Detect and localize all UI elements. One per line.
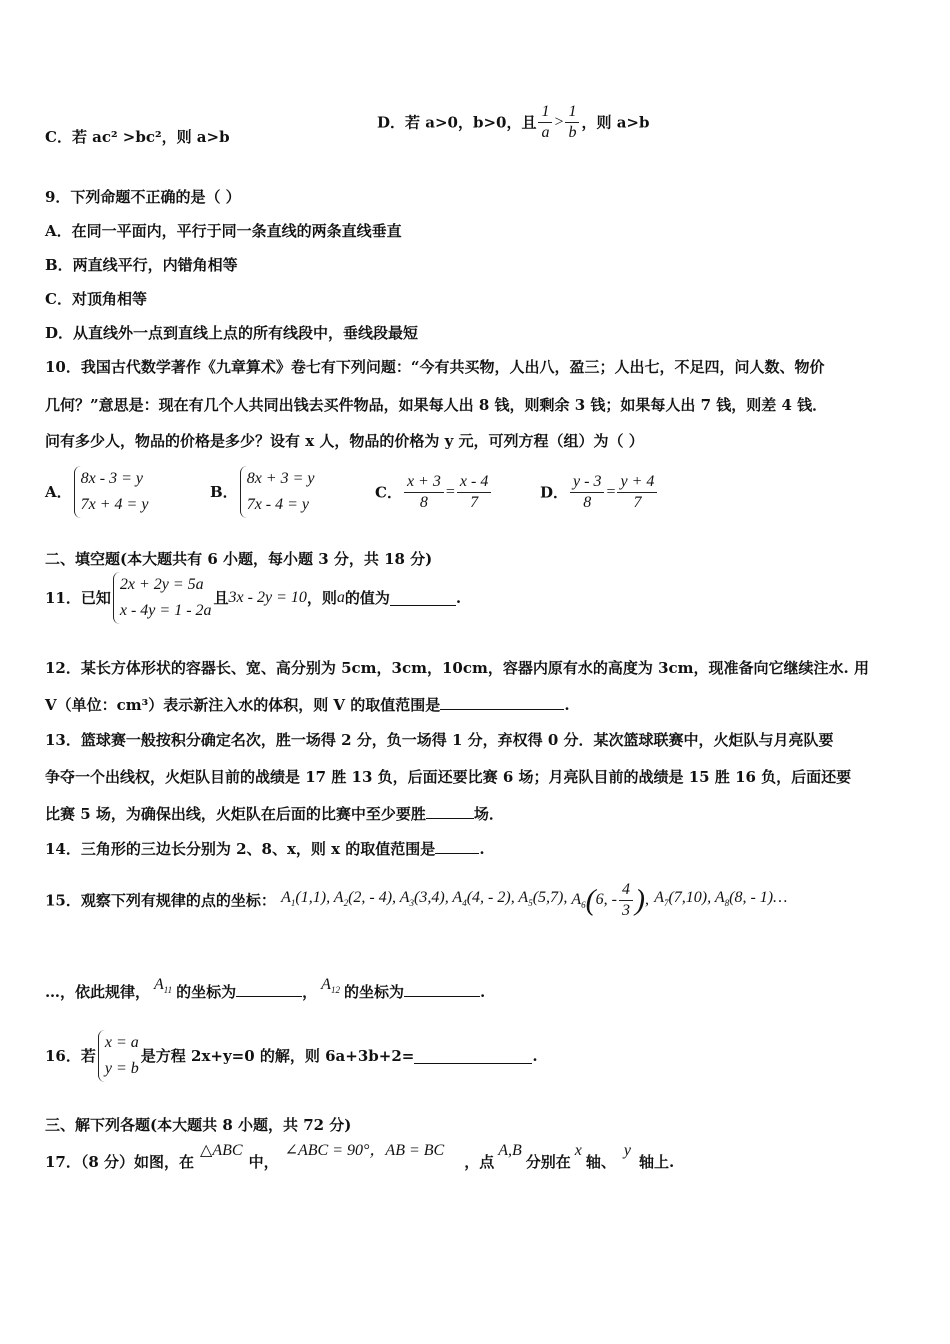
- q16-answer-blank[interactable]: [414, 1049, 532, 1064]
- q16-system: x = a y = b: [98, 1030, 139, 1082]
- q15-points-a7-a8: $A_7(7,10)$, $A_8(8$, - 1)…: [654, 888, 788, 909]
- q15-line-2: …，依此规律， $A_{11}$ 的坐标为 ， $A_{12}$ 的坐标为 .: [45, 976, 486, 1001]
- q9-option-c: C．对顶角相等: [45, 290, 147, 308]
- q13-line-3: 比赛 5 场，为确保出线，火炬队在后面的比赛中至少要胜 场．: [45, 805, 504, 823]
- q10-option-a: A． 8x - 3 = y 7x + 4 = y: [45, 466, 150, 518]
- q8-option-c: C．若 ac² >bc²，则 a>b: [45, 128, 230, 146]
- q15-a11-blank[interactable]: [236, 982, 302, 997]
- q10-line-3: 问有多少人，物品的价格是多少？设有 x 人，物品的价格为 y 元，可列方程（组）为（ ）: [45, 432, 644, 450]
- q9-option-d: D．从直线外一点到直线上点的所有线段中，垂线段最短: [45, 324, 419, 342]
- q8-frac-2: $\frac{1}{b}$: [565, 102, 579, 143]
- q13-line-1: 13．篮球赛一般按积分确定名次，胜一场得 2 分，负一场得 1 分，弃权得 0 分．某次篮球联赛中，火炬队与月亮队要: [45, 731, 834, 749]
- q10-b-system: 8x + 3 = y 7x - 4 = y: [240, 466, 315, 518]
- q15-points-a1-a5: $A_1(1,1)$, $A_2(2$, - 4), $A_3(3,4)$, $A_4(4$, - 2), $A_5(5,7)$,: [281, 888, 568, 909]
- q10-option-d: D． $\frac{y - 3}{8}$ = $\frac{y + 4}{7}$: [540, 472, 659, 513]
- q8-gt: >: [554, 113, 564, 131]
- q12-line-1: 12．某长方体形状的容器长、宽、高分别为 5cm，3cm，10cm，容器内原有水的高度为 3cm，现准备向它继续注水. 用: [45, 659, 869, 677]
- q10-line-1: 10．我国古代数学著作《九章算术》卷七有下列问题：“今有共买物，人出八，盈三；人出七，不足四，问人数、物价: [45, 358, 825, 376]
- q8-frac-1: $\frac{1}{a}$: [538, 102, 552, 143]
- q12-answer-blank[interactable]: [440, 695, 564, 710]
- q10-option-b: B． 8x + 3 = y 7x - 4 = y: [210, 466, 316, 518]
- q14: 14．三角形的三边长分别为 2、8、x，则 x 的取值范围是 .: [45, 840, 485, 858]
- q13-answer-blank[interactable]: [426, 804, 474, 819]
- section-2-heading: 二、填空题(本大题共有 6 小题，每小题 3 分，共 18 分): [45, 550, 433, 568]
- q9-option-a: A．在同一平面内，平行于同一条直线的两条直线垂直: [45, 222, 402, 240]
- q15-a12-blank[interactable]: [404, 982, 480, 997]
- q13-line-2: 争夺一个出线权，火炬队目前的战绩是 17 胜 13 负，后面还要比赛 6 场；月亮队目前的战绩是 15 胜 16 负，后面还要: [45, 768, 852, 786]
- q10-a-system: 8x - 3 = y 7x + 4 = y: [74, 466, 149, 518]
- q14-answer-blank[interactable]: [435, 839, 479, 854]
- q11-system: 2x + 2y = 5a x - 4y = 1 - 2a: [113, 572, 212, 624]
- q15-point-a6: $A_6(6$, - $\frac{4}{3}$ ),: [571, 881, 649, 919]
- q9-stem: 9．下列命题不正确的是（ ）: [45, 188, 241, 206]
- q16: 16．若 x = a y = b 是方程 2x+y=0 的解，则 6a+3b+2= .: [45, 1030, 538, 1082]
- q10-line-2: 几何？”意思是：现在有几个人共同出钱去买件物品，如果每人出 8 钱，则剩余 3 钱；如果每人出 7 钱，则差 4 钱．: [45, 396, 828, 414]
- q15-line-1: 15．观察下列有规律的点的坐标： $A_1(1,1)$, $A_2(2$, - 4), $A_3(3,4)$, $A_4(4$, - 2), $A_5(5,7)$, $A_6(6$, - $\frac{4}{3}$ ), $A_7(7,10)$, $A_8(8$, - 1)…: [45, 881, 788, 919]
- q11: 11．已知 2x + 2y = 5a x - 4y = 1 - 2a 且3x - 2y = 10，则a的值为 .: [45, 572, 461, 624]
- q8-option-d: [377, 102, 649, 143]
- q8-d-prefix: D．若 a>0，b>0，且: [377, 113, 537, 132]
- q11-answer-blank[interactable]: [390, 591, 456, 606]
- q17: 17．（8 分）如图，在△ABC中，∠ABC = 90°，AB = BC，点A,B分别在x轴、y轴上.: [45, 1142, 675, 1171]
- q12-line-2: V（单位：cm³）表示新注入水的体积，则 V 的取值范围是 .: [45, 696, 570, 714]
- q9-option-b: B．两直线平行，内错角相等: [45, 256, 238, 274]
- section-3-heading: 三、解下列各题(本大题共 8 小题，共 72 分): [45, 1116, 352, 1134]
- q8-d-suffix: ，则 a>b: [581, 113, 650, 132]
- q10-option-c: C． $\frac{x + 3}{8}$ = $\frac{x - 4}{7}$: [375, 472, 493, 513]
